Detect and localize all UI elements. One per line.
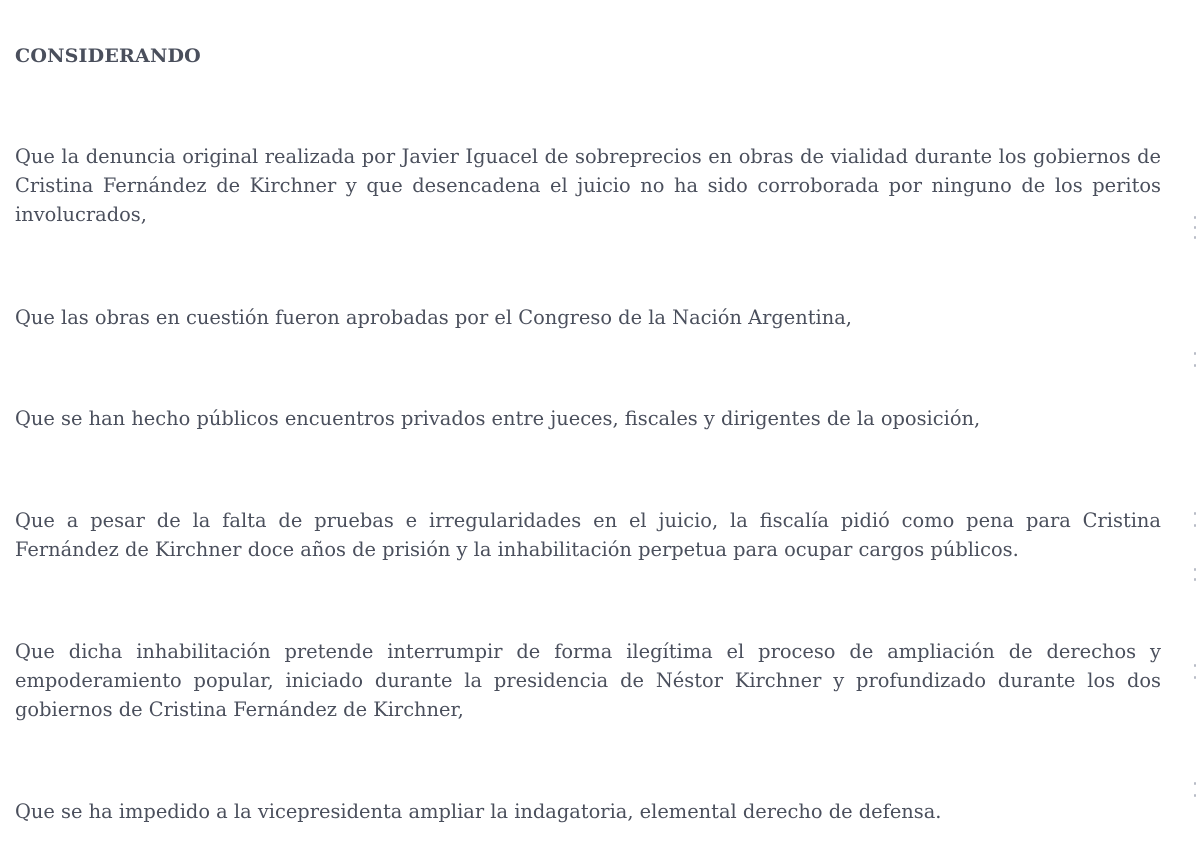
- paragraph-2: Que las obras en cuestión fueron aprobadas por el Congreso de la Nación Argentina,: [15, 306, 852, 329]
- paragraph-4: Que a pesar de la falta de pruebas e irregularidades en el juicio, la fiscalía pidió como pena para Cristina Fernández de Kirchner doce años de prisión y la inhabilitación perpetua para ocupar cargos públicos.: [15, 509, 1161, 561]
- paragraph-1: Que la denuncia original realizada por Javier Iguacel de sobreprecios en obras de vialidad durante los gobiernos de Cristina Fernández de Kirchner y que desencadena el juicio no ha sido corroborada por ninguno de los peritos involucrados,: [15, 145, 1161, 226]
- page-edge-marks: [1192, 0, 1196, 862]
- paragraph-5: Que dicha inhabilitación pretende interrumpir de forma ilegítima el proceso de ampliación de derechos y empoderamiento popular, iniciado durante la presidencia de Néstor Kirchner y profundizado durante los dos gobiernos de Cristina Fernández de Kirchner,: [15, 640, 1161, 721]
- paragraph-6: Que se ha impedido a la vicepresidenta ampliar la indagatoria, elemental derecho de defensa.: [15, 800, 942, 823]
- section-heading: CONSIDERANDO: [15, 45, 201, 67]
- paragraph-3: Que se han hecho públicos encuentros privados entre jueces, fiscales y dirigentes de la oposición,: [15, 407, 981, 430]
